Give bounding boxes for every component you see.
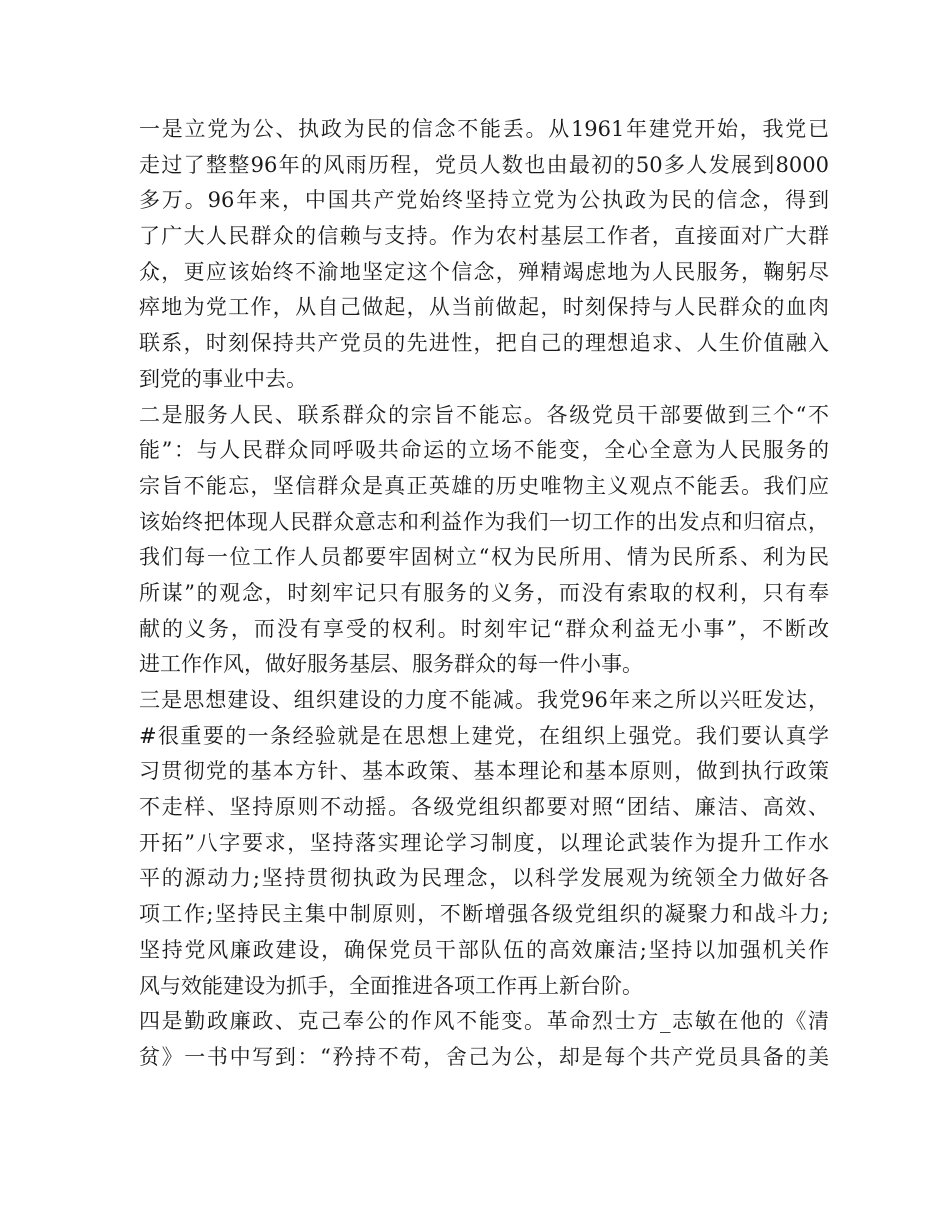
text-line: 贫》一书中写到：“矜持不苟，舍己为公，却是每个共产党员具备的美 [139, 1044, 829, 1069]
text-line: 宗旨不能忘，坚信群众是真正英雄的历史唯物主义观点不能丢。我们应 [139, 473, 829, 498]
text-line: 三是思想建设、组织建设的力度不能减。我党96年来之所以兴旺发达， [139, 688, 829, 712]
text-line: 习贯彻党的基本方针、基本政策、基本理论和基本原则，做到执行政策 [139, 759, 829, 784]
text-line: 平的源动力;坚持贯彻执政为民理念，以科学发展观为统领全力做好各 [139, 866, 829, 891]
text-line: 风与效能建设为抓手，全面推进各项工作再上新台阶。 [139, 973, 643, 998]
document-body [139, 112, 829, 1076]
paragraph-3 [139, 683, 829, 1004]
text-line: 众，更应该始终不渝地坚定这个信念，殚精竭虑地为人民服务，鞠躬尽 [139, 259, 829, 284]
paragraph-2 [139, 398, 829, 684]
text-line: 坚持党风廉政建设，确保党员干部队伍的高效廉洁;坚持以加强机关作 [139, 937, 829, 962]
text-line: 走过了整整96年的风雨历程，党员人数也由最初的50多人发展到8000 [139, 152, 829, 177]
text-line: 进工作作风，做好服务基层、服务群众的每一件小事。 [139, 652, 643, 677]
text-line: 能”：与人民群众同呼吸共命运的立场不能变，全心全意为人民服务的 [139, 438, 829, 463]
text-line: 联系，时刻保持共产党员的先进性，把自己的理想追求、人生价值融入 [139, 331, 829, 356]
text-line: 我们每一位工作人员都要牢固树立“权为民所用、情为民所系、利为民 [139, 545, 829, 570]
text-line: 到党的事业中去。 [139, 366, 307, 391]
text-line: 献的义务，而没有享受的权利。时刻牢记“群众利益无小事”，不断改 [139, 616, 829, 641]
text-line: 开拓”八字要求，坚持落实理论学习制度，以理论武装作为提升工作水 [139, 830, 829, 855]
text-line: 多万。96年来，中国共产党始终坚持立党为公执政为民的信念，得到 [139, 188, 829, 213]
text-line: 四是勤政廉政、克己奉公的作风不能变。革命烈士方_志敏在他的《清 [139, 1009, 829, 1034]
text-line: 瘁地为党工作，从自己做起，从当前做起，时刻保持与人民群众的血肉 [139, 295, 829, 320]
text-line: 项工作;坚持民主集中制原则，不断增强各级党组织的凝聚力和战斗力; [139, 902, 829, 927]
text-line: 该始终把体现人民群众意志和利益作为我们一切工作的出发点和归宿点， [139, 509, 829, 534]
text-line: 了广大人民群众的信赖与支持。作为农村基层工作者，直接面对广大群 [139, 224, 829, 249]
text-line: 一是立党为公、执政为民的信念不能丢。从1961年建党开始，我党已 [139, 117, 829, 141]
text-line: #很重要的一条经验就是在思想上建党，在组织上强党。我们要认真学 [139, 723, 829, 748]
paragraph-1 [139, 112, 829, 398]
text-line: 所谋”的观念，时刻牢记只有服务的义务，而没有索取的权利，只有奉 [139, 580, 829, 605]
text-line: 不走样、坚持原则不动摇。各级党组织都要对照“团结、廉洁、高效、 [139, 795, 829, 820]
paragraph-4 [139, 1004, 829, 1075]
text-line: 二是服务人民、联系群众的宗旨不能忘。各级党员干部要做到三个“不 [139, 402, 829, 427]
